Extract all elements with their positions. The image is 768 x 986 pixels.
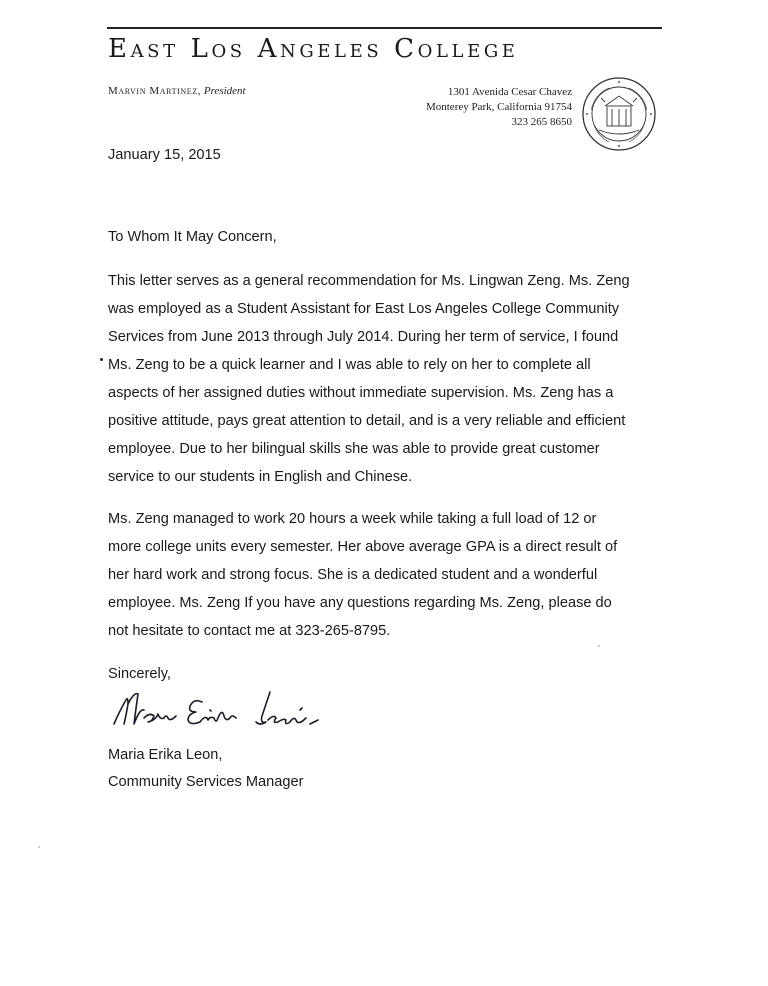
paragraph-line: positive attitude, pays great attention to detail, and is a very reliable and efficient: [108, 413, 626, 429]
college-name: East Los Angeles College: [108, 34, 519, 64]
paragraph-line: Ms. Zeng managed to work 20 hours a week while taking a full load of 12 or: [108, 511, 597, 527]
letterhead-rule: [107, 27, 662, 29]
paragraph-line: This letter serves as a general recommendation for Ms. Lingwan Zeng. Ms. Zeng: [108, 273, 630, 289]
signer-name: Maria Erika Leon,: [108, 747, 223, 763]
signer-title: Community Services Manager: [108, 774, 304, 790]
president-name: Marvin Martinez,: [108, 85, 202, 97]
paragraph-line: more college units every semester. Her above average GPA is a direct result of: [108, 539, 618, 555]
body-paragraph-1: [108, 267, 668, 491]
paragraph-line: employee. Ms. Zeng If you have any questions regarding Ms. Zeng, please do: [108, 595, 612, 611]
margin-mark: [100, 358, 103, 361]
handwritten-signature: [110, 680, 325, 738]
president-line: [108, 85, 246, 97]
paragraph-line: not hesitate to contact me at 323-265-8795.: [108, 623, 391, 639]
paragraph-line: aspects of her assigned duties without immediate supervision. Ms. Zeng has a: [108, 385, 614, 401]
address-city: Monterey Park, California 91754: [425, 101, 572, 113]
letter-date: January 15, 2015: [108, 147, 221, 163]
paragraph-line: her hard work and strong focus. She is a dedicated student and a wonderful: [108, 567, 598, 583]
president-title: President: [203, 85, 246, 97]
paragraph-line: was employed as a Student Assistant for East Los Angeles College Community: [108, 301, 620, 317]
scan-speck: [598, 645, 600, 647]
paragraph-line: Ms. Zeng to be a quick learner and I was able to rely on her to complete all: [108, 357, 591, 373]
paragraph-line: Services from June 2013 through July 2014. During her term of service, I found: [108, 329, 619, 345]
address-phone: 323 265 8650: [511, 116, 572, 128]
paragraph-line: service to our students in English and Chinese.: [108, 469, 413, 485]
address-street: 1301 Avenida Cesar Chavez: [447, 86, 572, 98]
body-paragraph-2: [108, 505, 668, 645]
scan-speck: [38, 846, 40, 848]
salutation: To Whom It May Concern,: [108, 229, 277, 245]
closing: Sincerely,: [108, 666, 171, 682]
college-seal-icon: [581, 76, 657, 152]
paragraph-line: employee. Due to her bilingual skills she was able to provide great customer: [108, 441, 600, 457]
college-address: [426, 85, 572, 130]
